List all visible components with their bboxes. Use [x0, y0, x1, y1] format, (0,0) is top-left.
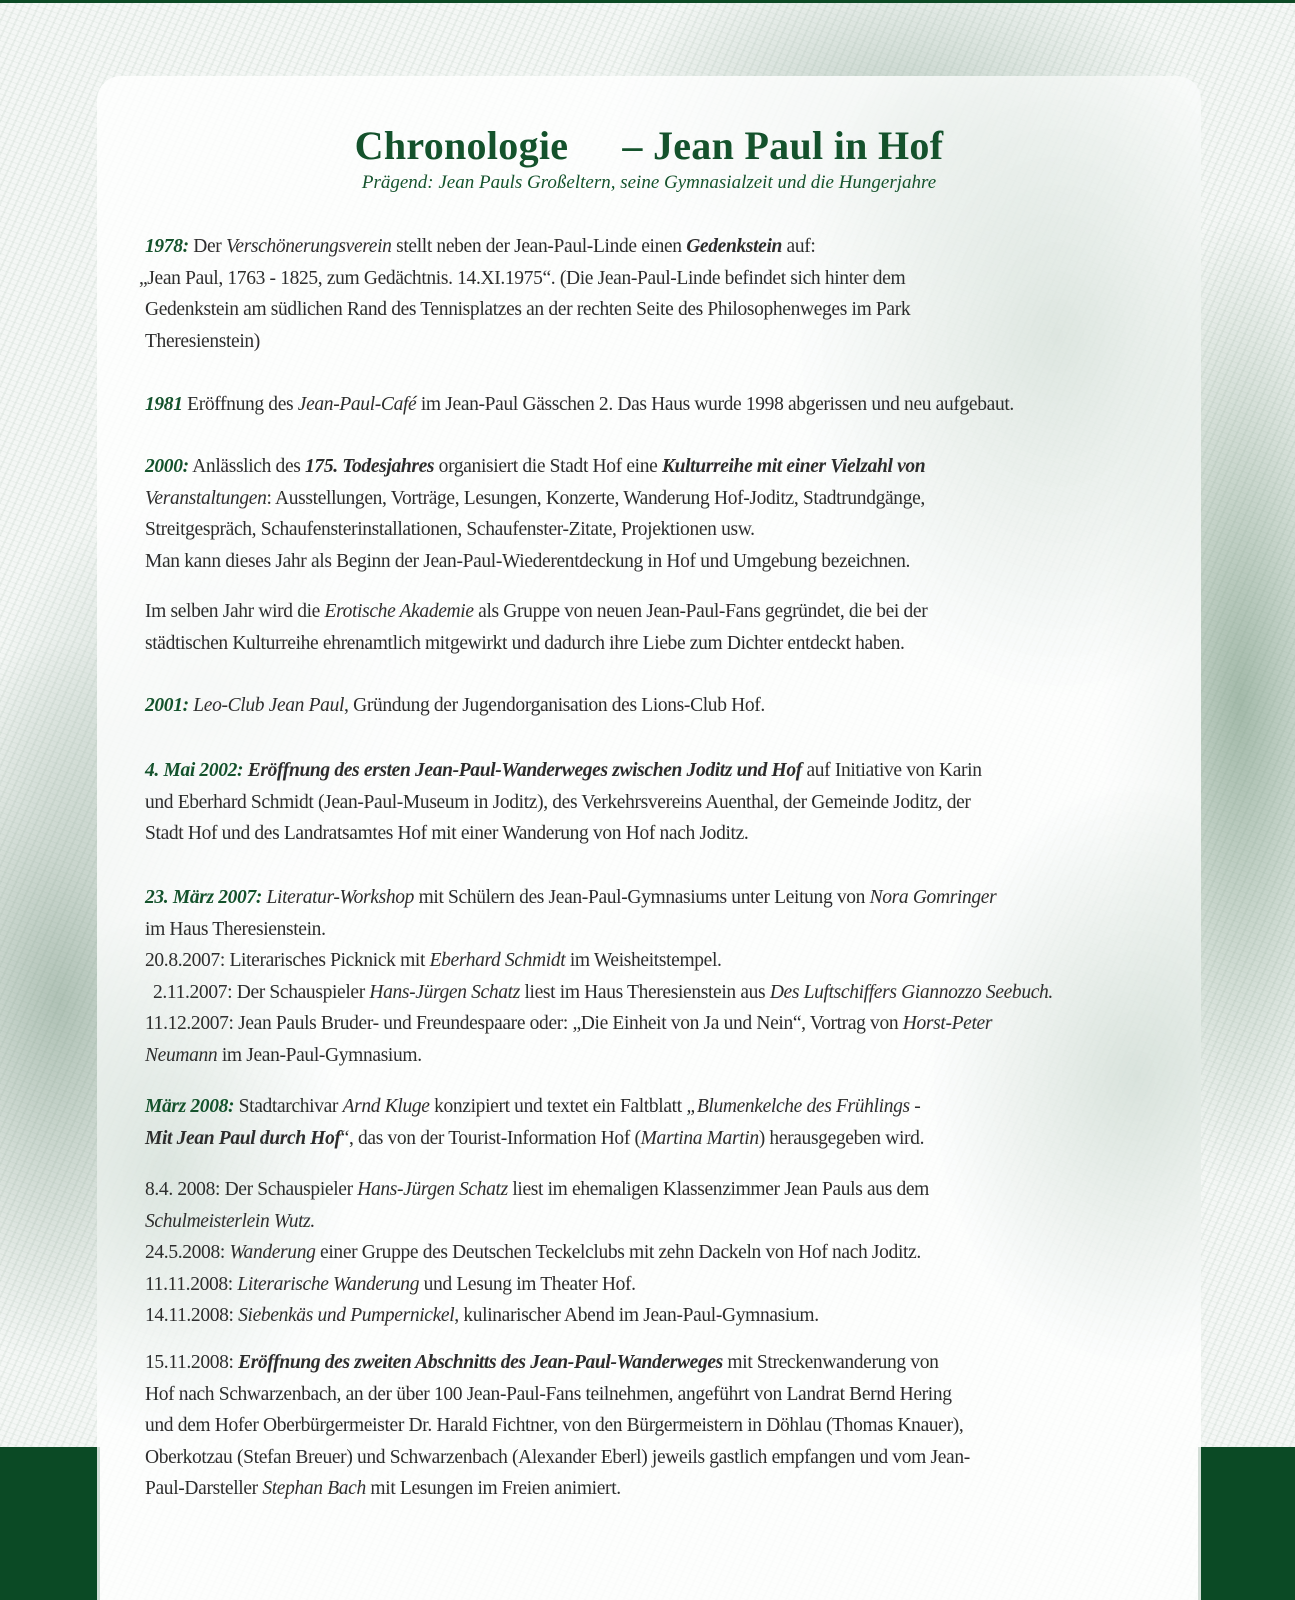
entry-1981: 1981 Eröffnung des Jean-Paul-Café im Jean-Paul Gässchen 2. Das Haus wurde 1998 abgerissen und neu aufgebaut.	[145, 394, 1014, 415]
entry-1978: 1978: Der Verschönerungsverein stellt neben der Jean-Paul-Linde einen Gedenkstein auf: „Jean Paul, 1763 - 1825, zum Gedächtnis. 14.XI.1975“. (Die Jean-Paul-Linde befindet sich hinter dem Gedenkstein am südlichen Rand des Tennisplatzes an der rechten Seite des Philosophenweges im Park Theresienstein)	[139, 236, 911, 352]
entry-2007: 23. März 2007: Literatur-Workshop mit Schülern des Jean-Paul-Gymnasiums unter Leitung von Nora Gomringer im Haus Theresienstein. 20.8.2007: Literarisches Picknick mit Eberhard Schmidt im Weisheitstempel. 2.11.2007: Der Schauspieler Hans-Jürgen Schatz liest im Haus Theresienstein aus Des Luftschiffers Giannozzo Seebuch. 11.12.2007: Jean Pauls Bruder- und Freundespaare oder: „Die Einheit von Ja und Nein“, Vortrag von Horst-Peter Neumann im Jean-Paul-Gymnasium.	[145, 887, 1053, 1066]
entry-year: 2000:	[145, 456, 189, 477]
page-subtitle: Prägend: Jean Pauls Großeltern, seine Gymnasialzeit und die Hungerjahre	[361, 172, 937, 193]
entry-year: 1978:	[145, 236, 189, 257]
green-band-left	[0, 1447, 100, 1600]
entry-year: 2001:	[145, 695, 189, 716]
entry-year: März 2008:	[145, 1096, 235, 1117]
entry-2008-events: 8.4. 2008: Der Schauspieler Hans-Jürgen Schatz liest im ehemaligen Klassenzimmer Jean Pauls aus dem Schulmeisterlein Wutz. 24.5.2008: Wanderung einer Gruppe des Deutschen Teckelclubs mit zehn Dackeln von Hof nach Joditz. 11.11.2008: Literarische Wanderung und Lesung im Theater Hof. 14.11.2008: Siebenkäs und Pumpernickel, kulinarischer Abend im Jean-Paul-Gymnasium.	[145, 1179, 929, 1326]
page-title	[97, 122, 1201, 169]
green-band-right	[1198, 1447, 1295, 1600]
entry-year: 23. März 2007:	[145, 887, 262, 908]
title-part-2: – Jean Paul in Hof	[622, 123, 944, 168]
entry-2001: 2001: Leo-Club Jean Paul, Gründung der Jugendorganisation des Lions-Club Hof.	[145, 695, 765, 716]
entry-year: 4. Mai 2002:	[145, 760, 244, 781]
entry-15-11-2008: 15.11.2008: Eröffnung des zweiten Abschnitts des Jean-Paul-Wanderweges mit Streckenwanderung von Hof nach Schwarzenbach, an der über 100 Jean-Paul-Fans teilnehmen, angeführt von Landrat Bernd Hering und dem Hofer Oberbürgermeister Dr. Harald Fichtner, von den Bürgermeistern in Döhlau (Thomas Knauer), Oberkotzau (Stefan Breuer) und Schwarzenbach (Alexander Eberl) jeweils gastlich empfangen und vom Jean- Paul-Darsteller Stephan Bach mit Lesungen im Freien animiert.	[145, 1352, 970, 1499]
entry-year: 1981	[145, 394, 183, 415]
entry-2000: 2000: Anlässlich des 175. Todesjahres organisiert die Stadt Hof eine Kulturreihe mit einer Vielzahl von Veranstaltungen: Ausstellungen, Vorträge, Lesungen, Konzerte, Wanderung Hof-Joditz, Stadtrundgänge, Streitgespräch, Schaufensterinstallationen, Schaufenster-Zitate, Projektionen usw. Man kann dieses Jahr als Beginn der Jean-Paul-Wiederentdeckung in Hof und Umgebung bezeichnen.	[145, 456, 926, 572]
entry-2002: 4. Mai 2002: Eröffnung des ersten Jean-Paul-Wanderweges zwischen Joditz und Hof auf Initiative von Karin und Eberhard Schmidt (Jean-Paul-Museum in Joditz), des Verkehrsvereins Auenthal, der Gemeinde Joditz, der Stadt Hof und des Landratsamtes Hof mit einer Wanderung von Hof nach Joditz.	[145, 760, 982, 844]
entry-maerz-2008: März 2008: Stadtarchivar Arnd Kluge konzipiert und textet ein Faltblatt „Blumenkelche des Frühlings - Mit Jean Paul durch Hof“, das von der Tourist-Information Hof (Martina Martin) herausgegeben wird.	[145, 1096, 925, 1149]
title-part-1: Chronologie	[354, 123, 569, 168]
entry-2000-erotische-akademie: Im selben Jahr wird die Erotische Akademie als Gruppe von neuen Jean-Paul-Fans gegründet, die bei der städtischen Kulturreihe ehrenamtlich mitgewirkt und dadurch ihre Liebe zum Dichter entdeckt haben.	[145, 601, 928, 654]
